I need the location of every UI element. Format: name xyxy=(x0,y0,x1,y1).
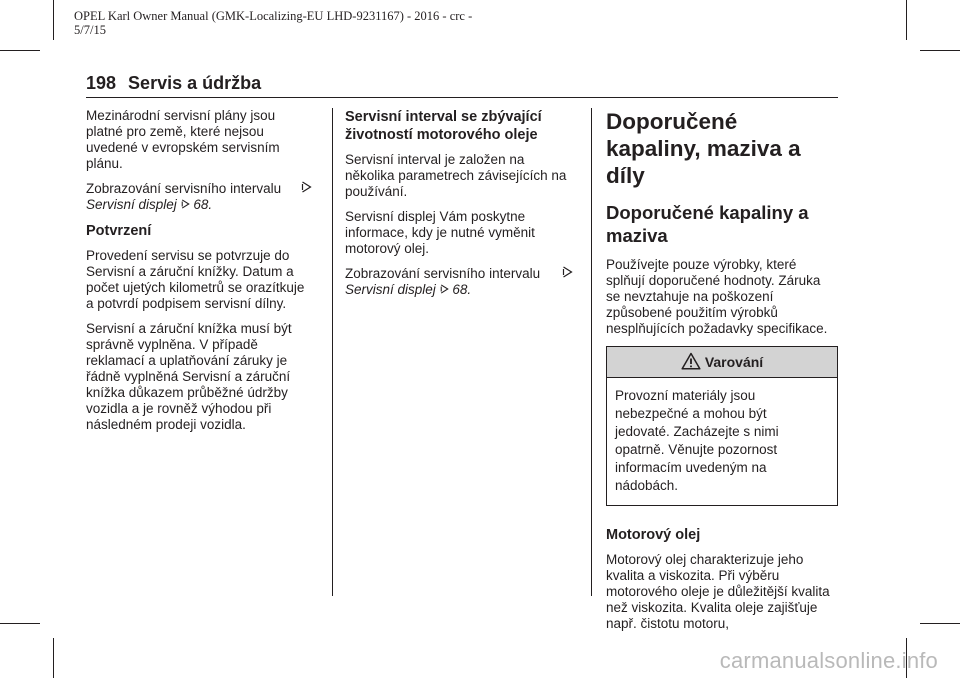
reference-arrow-icon xyxy=(562,265,573,281)
crop-mark xyxy=(920,50,960,51)
document-meta-line: OPEL Karl Owner Manual (GMK-Localizing-EU LHD-9231167) - 2016 - crc - xyxy=(74,9,473,23)
warning-title-bar xyxy=(607,347,837,378)
xref-text: Zobrazování servisního intervalu xyxy=(345,266,541,281)
xref-link[interactable] xyxy=(86,197,212,212)
document-meta xyxy=(74,9,504,37)
xref-link[interactable] xyxy=(345,282,471,297)
intro-paragraph: Mezinárodní servisní plány jsou platné pro země, které nejsou uvedené v evropském servisním plánu. xyxy=(86,108,280,171)
reference-arrow-icon xyxy=(301,180,312,196)
crop-mark xyxy=(920,623,960,624)
crop-mark xyxy=(0,623,40,624)
warning-text: Provozní materiály jsou nebezpečné a mohou být jedovaté. Zacházejte s nimi opatrně. Věnujte pozornost informacím uvedeným na nádobách. xyxy=(615,388,779,493)
reference-arrow-icon xyxy=(440,282,449,297)
engine-oil-heading: Motorový olej xyxy=(606,527,701,543)
column-right xyxy=(606,108,838,641)
crop-mark xyxy=(53,638,54,678)
xref-target: Servisní displej xyxy=(345,282,436,297)
crop-mark xyxy=(53,0,54,40)
warning-triangle-icon xyxy=(681,354,705,370)
engine-oil-paragraph: Motorový olej charakterizuje jeho kvalita a viskozita. Při výběru motorového oleje je důležitější kvalita než viskozita. Kvalita oleje zajišťuje např. čistotu motoru, xyxy=(606,552,830,631)
column-divider xyxy=(591,108,592,596)
confirm-paragraph-1: Provedení servisu se potvrzuje do Servisní a záruční knížky. Datum a počet ujetých kilometrů se orazítkuje a potvrdí podpisem servisní dílny. xyxy=(86,248,305,311)
heading-rule xyxy=(86,97,838,98)
watermark: carmanualsonline.info xyxy=(719,648,938,673)
oil-life-paragraph-2: Servisní displej Vám poskytne informace, kdy je nutné vyměnit motorový olej. xyxy=(345,209,535,256)
cross-reference xyxy=(86,181,314,213)
page-heading xyxy=(86,73,838,93)
document-meta-date: 5/7/15 xyxy=(74,23,106,37)
xref-text: Zobrazování servisního intervalu xyxy=(86,181,282,196)
oil-life-heading: Servisní interval se zbývající životností motorového oleje xyxy=(345,109,542,143)
oil-life-paragraph-1: Servisní interval je založen na několika parametrech závisejících na používání. xyxy=(345,152,567,199)
warning-box xyxy=(606,346,838,506)
column-divider xyxy=(332,108,333,596)
section-title: Servis a údržba xyxy=(128,73,262,93)
crop-mark xyxy=(0,50,40,51)
crop-mark xyxy=(906,0,907,40)
page-number: 198 xyxy=(86,73,117,93)
fluids-sub-heading: Doporučené kapaliny a maziva xyxy=(606,202,809,246)
warning-title: Varování xyxy=(704,354,764,370)
confirm-paragraph-2: Servisní a záruční knížka musí být správně vyplněna. V případě reklamací a uplatňování záruky je řádně vyplněná Servisní a záruční knížka důkazem průběžné údržby vozidla a je rovněž výhodou při následném prodeji vozidla. xyxy=(86,321,292,432)
fluids-paragraph: Používejte pouze výrobky, které splňují doporučené hodnoty. Záruka se nevztahuje na poškození způsobené použitím výrobků nesplňujících požadavky specifikace. xyxy=(606,257,828,336)
reference-arrow-icon xyxy=(181,197,190,212)
xref-page: 68. xyxy=(193,197,213,212)
cross-reference xyxy=(345,266,575,298)
column-left xyxy=(86,108,314,442)
xref-target: Servisní displej xyxy=(86,197,177,212)
fluids-main-heading: Doporučené kapaliny, maziva a díly xyxy=(606,109,801,188)
column-middle xyxy=(345,108,575,307)
xref-page: 68. xyxy=(452,282,472,297)
confirm-heading: Potvrzení xyxy=(86,223,152,239)
